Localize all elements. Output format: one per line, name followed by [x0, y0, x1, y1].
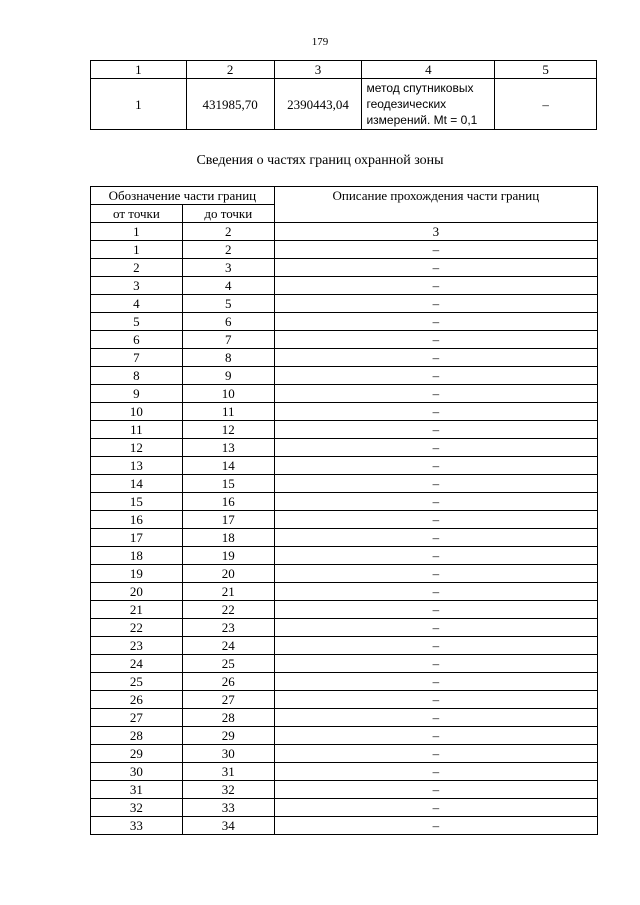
description-cell: –: [274, 709, 597, 727]
boundary-parts-table: [90, 186, 598, 835]
parts-column-numbers-row: [91, 223, 598, 241]
header-part-designation: Обозначение части границ: [91, 187, 275, 205]
from-point-cell: 29: [91, 745, 183, 763]
from-point-cell: 2: [91, 259, 183, 277]
to-point-cell: 17: [182, 511, 274, 529]
table-row: [91, 619, 598, 637]
to-point-cell: 27: [182, 691, 274, 709]
to-point-cell: 2: [182, 241, 274, 259]
coordinates-data-row: [91, 79, 597, 130]
to-point-cell: 6: [182, 313, 274, 331]
to-point-cell: 34: [182, 817, 274, 835]
table-row: [91, 493, 598, 511]
description-cell: –: [274, 637, 597, 655]
to-point-cell: 25: [182, 655, 274, 673]
table-row: [91, 475, 598, 493]
table-row: [91, 529, 598, 547]
table-row: [91, 673, 598, 691]
method-line: геодезических: [366, 97, 447, 111]
table-row: [91, 313, 598, 331]
table-row: [91, 799, 598, 817]
column-number-1: 1: [91, 223, 183, 241]
y-coordinate-cell: 2390443,04: [274, 79, 362, 130]
from-point-cell: 8: [91, 367, 183, 385]
table-row: [91, 331, 598, 349]
method-line: метод спутниковых: [366, 81, 474, 95]
table-row: [91, 277, 598, 295]
from-point-cell: 21: [91, 601, 183, 619]
to-point-cell: 4: [182, 277, 274, 295]
header-description: Описание прохождения части границ: [274, 187, 597, 223]
description-cell: –: [274, 817, 597, 835]
column-number-3: 3: [274, 223, 597, 241]
from-point-cell: 22: [91, 619, 183, 637]
header-to-point: до точки: [182, 205, 274, 223]
method-cell: [362, 79, 495, 130]
column-number-5: 5: [495, 61, 597, 79]
to-point-cell: 30: [182, 745, 274, 763]
table-row: [91, 349, 598, 367]
table-row: [91, 457, 598, 475]
description-cell: –: [274, 313, 597, 331]
column-number-1: 1: [91, 61, 187, 79]
header-from-point: от точки: [91, 205, 183, 223]
from-point-cell: 17: [91, 529, 183, 547]
to-point-cell: 24: [182, 637, 274, 655]
description-cell: –: [274, 547, 597, 565]
from-point-cell: 3: [91, 277, 183, 295]
description-cell: –: [274, 331, 597, 349]
to-point-cell: 28: [182, 709, 274, 727]
description-cell: –: [274, 421, 597, 439]
from-point-cell: 6: [91, 331, 183, 349]
coordinates-header-row: [91, 61, 597, 79]
to-point-cell: 21: [182, 583, 274, 601]
from-point-cell: 25: [91, 673, 183, 691]
from-point-cell: 24: [91, 655, 183, 673]
page-number: 179: [311, 36, 329, 48]
from-point-cell: 4: [91, 295, 183, 313]
method-line: измерений. Mt = 0,1: [366, 113, 478, 127]
from-point-cell: 27: [91, 709, 183, 727]
to-point-cell: 20: [182, 565, 274, 583]
to-point-cell: 31: [182, 763, 274, 781]
to-point-cell: 18: [182, 529, 274, 547]
description-cell: –: [274, 691, 597, 709]
from-point-cell: 23: [91, 637, 183, 655]
table-row: [91, 511, 598, 529]
description-cell: –: [274, 601, 597, 619]
description-cell: –: [274, 403, 597, 421]
description-cell: –: [274, 727, 597, 745]
from-point-cell: 16: [91, 511, 183, 529]
table-row: [91, 601, 598, 619]
to-point-cell: 29: [182, 727, 274, 745]
to-point-cell: 12: [182, 421, 274, 439]
to-point-cell: 7: [182, 331, 274, 349]
table-row: [91, 241, 598, 259]
from-point-cell: 12: [91, 439, 183, 457]
to-point-cell: 11: [182, 403, 274, 421]
description-cell: –: [274, 259, 597, 277]
description-cell: –: [274, 367, 597, 385]
table-row: [91, 385, 598, 403]
description-cell: –: [274, 241, 597, 259]
table-row: [91, 547, 598, 565]
to-point-cell: 8: [182, 349, 274, 367]
to-point-cell: 33: [182, 799, 274, 817]
table-row: [91, 565, 598, 583]
table-row: [91, 745, 598, 763]
to-point-cell: 14: [182, 457, 274, 475]
table-row: [91, 727, 598, 745]
description-cell: –: [274, 493, 597, 511]
from-point-cell: 28: [91, 727, 183, 745]
from-point-cell: 18: [91, 547, 183, 565]
from-point-cell: 31: [91, 781, 183, 799]
table-row: [91, 691, 598, 709]
description-cell: –: [274, 655, 597, 673]
to-point-cell: 13: [182, 439, 274, 457]
from-point-cell: 9: [91, 385, 183, 403]
from-point-cell: 33: [91, 817, 183, 835]
description-cell: –: [274, 781, 597, 799]
from-point-cell: 15: [91, 493, 183, 511]
description-cell: –: [274, 619, 597, 637]
description-cell: –: [274, 799, 597, 817]
coordinates-table: [90, 60, 597, 130]
table-row: [91, 655, 598, 673]
description-cell: –: [274, 385, 597, 403]
description-cell: –: [274, 763, 597, 781]
parts-header-row-1: [91, 187, 598, 205]
from-point-cell: 13: [91, 457, 183, 475]
description-cell: –: [274, 511, 597, 529]
description-cell: –: [274, 295, 597, 313]
column-number-2: 2: [186, 61, 274, 79]
table-row: [91, 709, 598, 727]
description-cell: –: [274, 349, 597, 367]
point-number-cell: 1: [91, 79, 187, 130]
description-cell: –: [274, 475, 597, 493]
from-point-cell: 5: [91, 313, 183, 331]
description-cell: –: [274, 565, 597, 583]
table-row: [91, 439, 598, 457]
x-coordinate-cell: 431985,70: [186, 79, 274, 130]
from-point-cell: 30: [91, 763, 183, 781]
to-point-cell: 5: [182, 295, 274, 313]
to-point-cell: 23: [182, 619, 274, 637]
column-number-3: 3: [274, 61, 362, 79]
from-point-cell: 26: [91, 691, 183, 709]
description-cell: –: [274, 457, 597, 475]
from-point-cell: 10: [91, 403, 183, 421]
table-row: [91, 637, 598, 655]
table-row: [91, 295, 598, 313]
from-point-cell: 7: [91, 349, 183, 367]
table-row: [91, 583, 598, 601]
table-row: [91, 421, 598, 439]
column-number-4: 4: [362, 61, 495, 79]
table-row: [91, 403, 598, 421]
from-point-cell: 20: [91, 583, 183, 601]
to-point-cell: 22: [182, 601, 274, 619]
section-title: Сведения о частях границ охранной зоны: [196, 153, 444, 168]
from-point-cell: 19: [91, 565, 183, 583]
to-point-cell: 3: [182, 259, 274, 277]
description-cell: –: [274, 277, 597, 295]
table-row: [91, 781, 598, 799]
to-point-cell: 32: [182, 781, 274, 799]
table-row: [91, 259, 598, 277]
from-point-cell: 32: [91, 799, 183, 817]
description-cell: –: [274, 583, 597, 601]
table-row: [91, 763, 598, 781]
description-cell: –: [274, 745, 597, 763]
description-cell: –: [274, 529, 597, 547]
description-cell: –: [274, 673, 597, 691]
to-point-cell: 26: [182, 673, 274, 691]
from-point-cell: 1: [91, 241, 183, 259]
to-point-cell: 19: [182, 547, 274, 565]
parts-table-body: [91, 241, 598, 835]
to-point-cell: 10: [182, 385, 274, 403]
to-point-cell: 15: [182, 475, 274, 493]
column-5-cell: –: [495, 79, 597, 130]
description-cell: –: [274, 439, 597, 457]
to-point-cell: 16: [182, 493, 274, 511]
table-row: [91, 817, 598, 835]
from-point-cell: 11: [91, 421, 183, 439]
table-row: [91, 367, 598, 385]
from-point-cell: 14: [91, 475, 183, 493]
to-point-cell: 9: [182, 367, 274, 385]
column-number-2: 2: [182, 223, 274, 241]
